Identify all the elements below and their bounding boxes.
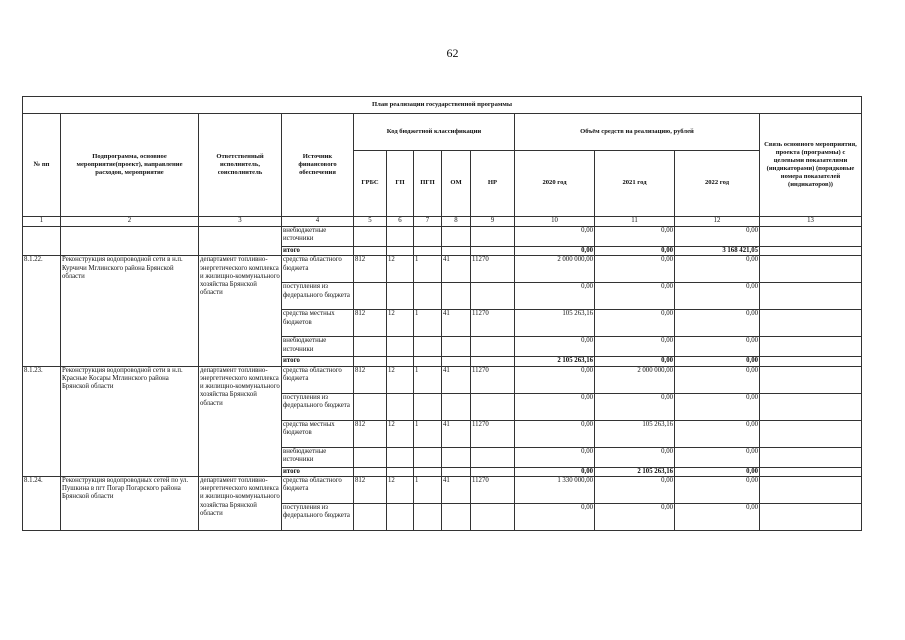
source-cell: поступления из федерального бюджета — [282, 393, 354, 420]
link-cell — [760, 476, 862, 503]
value-2022: 0,00 — [675, 357, 760, 366]
value-2020: 0,00 — [515, 247, 595, 256]
value-2022: 0,00 — [675, 447, 760, 467]
item-name: Реконструкция водопроводной сети в н.п. Курчичи Мглинского района Брянской области — [61, 256, 199, 366]
gp-cell — [387, 337, 414, 357]
source-cell: внебюджетные источники — [282, 447, 354, 467]
header-subprogram: Подпрограмма, основное мероприятие(проект), направление расходов, мероприятие — [61, 114, 199, 217]
gp-cell: 12 — [387, 366, 414, 393]
column-number: 11 — [595, 217, 675, 227]
pgp-cell: 1 — [414, 420, 442, 447]
gp-cell: 12 — [387, 476, 414, 503]
grbs-cell — [354, 337, 387, 357]
value-2020: 105 263,16 — [515, 310, 595, 337]
value-2022: 0,00 — [675, 310, 760, 337]
pgp-cell — [414, 283, 442, 310]
column-number: 3 — [199, 217, 282, 227]
header-num: № пп — [23, 114, 61, 217]
column-numbers-row — [23, 217, 862, 227]
column-number: 12 — [675, 217, 760, 227]
link-cell — [760, 503, 862, 530]
grbs-cell — [354, 283, 387, 310]
pgp-cell: 1 — [414, 310, 442, 337]
value-2020: 0,00 — [515, 467, 595, 476]
header-responsible: Ответственный исполнитель, соисполнитель — [199, 114, 282, 217]
item-name: Реконструкция водопроводных сетей по ул. Пушкина в пгт Погар Погарского района Брянской области — [61, 476, 199, 530]
nr-cell — [471, 357, 515, 366]
code-cell — [354, 247, 387, 256]
om-cell — [442, 283, 471, 310]
pgp-cell — [414, 337, 442, 357]
link-cell — [760, 420, 862, 447]
header-2022: 2022 год — [675, 151, 760, 217]
grbs-cell — [354, 503, 387, 530]
value-2020: 0,00 — [515, 447, 595, 467]
om-cell: 41 — [442, 310, 471, 337]
grbs-cell — [354, 447, 387, 467]
gp-cell — [387, 503, 414, 530]
source-cell: внебюджетные источники — [282, 227, 354, 247]
column-number: 5 — [354, 217, 387, 227]
header-nr: НР — [471, 151, 515, 217]
gp-cell — [387, 393, 414, 420]
grbs-cell: 812 — [354, 420, 387, 447]
source-cell: средства областного бюджета — [282, 476, 354, 503]
om-cell — [442, 393, 471, 420]
pgp-cell — [414, 393, 442, 420]
om-cell — [442, 357, 471, 366]
gp-cell — [387, 357, 414, 366]
value-2021: 0,00 — [595, 310, 675, 337]
column-number: 1 — [23, 217, 61, 227]
item-number: 8.1.24. — [23, 476, 61, 530]
pgp-cell: 1 — [414, 476, 442, 503]
grbs-cell — [354, 467, 387, 476]
nr-cell — [471, 283, 515, 310]
source-cell: внебюджетные источники — [282, 337, 354, 357]
value-2022: 0,00 — [675, 337, 760, 357]
value-2022: 0,00 — [675, 283, 760, 310]
source-cell: итого — [282, 467, 354, 476]
value-2022: 0,00 — [675, 227, 760, 247]
nr-cell — [471, 393, 515, 420]
nr-cell: 11270 — [471, 256, 515, 283]
pgp-cell — [414, 503, 442, 530]
column-number: 8 — [442, 217, 471, 227]
source-cell: итого — [282, 247, 354, 256]
item-name: Реконструкция водопроводной сети в н.п. Красные Косары Мглинского района Брянской области — [61, 366, 199, 476]
value-2021: 0,00 — [595, 447, 675, 467]
om-cell — [442, 467, 471, 476]
nr-cell — [471, 447, 515, 467]
gp-cell: 12 — [387, 420, 414, 447]
grbs-cell: 812 — [354, 366, 387, 393]
grbs-cell: 812 — [354, 256, 387, 283]
code-cell — [387, 227, 414, 247]
nr-cell: 11270 — [471, 310, 515, 337]
code-cell — [471, 227, 515, 247]
column-number: 6 — [387, 217, 414, 227]
value-2020: 1 330 000,00 — [515, 476, 595, 503]
source-cell: средства областного бюджета — [282, 366, 354, 393]
gp-cell — [387, 467, 414, 476]
table-row — [23, 256, 862, 283]
value-2021: 0,00 — [595, 227, 675, 247]
value-2020: 0,00 — [515, 283, 595, 310]
item-responsible: департамент топливно-энергетического комплекса и жилищно-коммунального хозяйства Брянской области — [199, 476, 282, 530]
gp-cell: 12 — [387, 256, 414, 283]
header-grbs: ГРБС — [354, 151, 387, 217]
header-2021: 2021 год — [595, 151, 675, 217]
link-cell — [760, 256, 862, 283]
pgp-cell — [414, 447, 442, 467]
row-name-cell — [61, 227, 199, 256]
item-responsible: департамент топливно-энергетического комплекса и жилищно-коммунального хозяйства Брянской области — [199, 366, 282, 476]
header-volume: Объём средств на реализацию, рублей — [515, 114, 760, 151]
value-2021: 105 263,16 — [595, 420, 675, 447]
source-cell: поступления из федерального бюджета — [282, 503, 354, 530]
value-2022: 0,00 — [675, 503, 760, 530]
link-cell — [760, 393, 862, 420]
value-2020: 0,00 — [515, 227, 595, 247]
om-cell — [442, 447, 471, 467]
header-pgp: ПГП — [414, 151, 442, 217]
value-2020: 0,00 — [515, 393, 595, 420]
code-cell — [414, 247, 442, 256]
row-resp-cell — [199, 227, 282, 256]
header-om: ОМ — [442, 151, 471, 217]
plan-table — [22, 96, 862, 531]
item-number: 8.1.22. — [23, 256, 61, 366]
pgp-cell — [414, 467, 442, 476]
link-cell — [760, 337, 862, 357]
value-2022: 0,00 — [675, 467, 760, 476]
value-2021: 0,00 — [595, 337, 675, 357]
value-2020: 0,00 — [515, 420, 595, 447]
code-cell — [471, 247, 515, 256]
om-cell: 41 — [442, 476, 471, 503]
value-2022: 0,00 — [675, 393, 760, 420]
value-2022: 3 168 421,05 — [675, 247, 760, 256]
link-cell — [760, 357, 862, 366]
nr-cell: 11270 — [471, 420, 515, 447]
source-cell: поступления из федерального бюджета — [282, 283, 354, 310]
header-link: Связь основного мероприятия, проекта (программы) с целевыми показателями (индикаторами) (порядковые номера показателей (индикаторов)) — [760, 114, 862, 217]
table-body — [23, 217, 862, 531]
column-number: 9 — [471, 217, 515, 227]
code-cell — [442, 227, 471, 247]
nr-cell — [471, 503, 515, 530]
value-2022: 0,00 — [675, 476, 760, 503]
link-cell — [760, 310, 862, 337]
value-2020: 0,00 — [515, 337, 595, 357]
column-number: 10 — [515, 217, 595, 227]
value-2020: 2 105 263,16 — [515, 357, 595, 366]
grbs-cell: 812 — [354, 476, 387, 503]
pgp-cell: 1 — [414, 366, 442, 393]
link-cell — [760, 247, 862, 256]
column-number: 13 — [760, 217, 862, 227]
link-cell — [760, 447, 862, 467]
gp-cell — [387, 447, 414, 467]
table-row — [23, 366, 862, 393]
om-cell — [442, 503, 471, 530]
source-cell: средства местных бюджетов — [282, 310, 354, 337]
om-cell: 41 — [442, 366, 471, 393]
table-row — [23, 227, 862, 247]
nr-cell — [471, 467, 515, 476]
grbs-cell — [354, 393, 387, 420]
item-responsible: департамент топливно-энергетического комплекса и жилищно-коммунального хозяйства Брянской области — [199, 256, 282, 366]
value-2022: 0,00 — [675, 366, 760, 393]
value-2021: 2 105 263,16 — [595, 467, 675, 476]
value-2020: 0,00 — [515, 366, 595, 393]
table-title: План реализации государственной программы — [23, 97, 862, 114]
page-number: 62 — [446, 46, 459, 60]
value-2020: 2 000 000,00 — [515, 256, 595, 283]
column-number: 4 — [282, 217, 354, 227]
header-gp: ГП — [387, 151, 414, 217]
column-number: 2 — [61, 217, 199, 227]
om-cell — [442, 337, 471, 357]
source-cell: средства местных бюджетов — [282, 420, 354, 447]
nr-cell: 11270 — [471, 476, 515, 503]
value-2021: 0,00 — [595, 393, 675, 420]
value-2022: 0,00 — [675, 420, 760, 447]
om-cell: 41 — [442, 420, 471, 447]
item-number: 8.1.23. — [23, 366, 61, 476]
link-cell — [760, 283, 862, 310]
column-number: 7 — [414, 217, 442, 227]
header-source: Источник финансового обеспечения — [282, 114, 354, 217]
value-2021: 0,00 — [595, 283, 675, 310]
link-cell — [760, 467, 862, 476]
gp-cell: 12 — [387, 310, 414, 337]
table-row — [23, 476, 862, 503]
grbs-cell — [354, 357, 387, 366]
source-cell: средства областного бюджета — [282, 256, 354, 283]
code-cell — [414, 227, 442, 247]
nr-cell — [471, 337, 515, 357]
value-2021: 2 000 000,00 — [595, 366, 675, 393]
grbs-cell: 812 — [354, 310, 387, 337]
link-cell — [760, 227, 862, 247]
om-cell: 41 — [442, 256, 471, 283]
code-cell — [442, 247, 471, 256]
link-cell — [760, 366, 862, 393]
value-2021: 0,00 — [595, 357, 675, 366]
nr-cell: 11270 — [471, 366, 515, 393]
value-2021: 0,00 — [595, 476, 675, 503]
header-2020: 2020 год — [515, 151, 595, 217]
pgp-cell: 1 — [414, 256, 442, 283]
value-2021: 0,00 — [595, 247, 675, 256]
source-cell: итого — [282, 357, 354, 366]
header-budget-code: Код бюджетной классификации — [354, 114, 515, 151]
value-2021: 0,00 — [595, 503, 675, 530]
code-cell — [387, 247, 414, 256]
gp-cell — [387, 283, 414, 310]
pgp-cell — [414, 357, 442, 366]
row-num-cell — [23, 227, 61, 256]
code-cell — [354, 227, 387, 247]
value-2021: 0,00 — [595, 256, 675, 283]
value-2020: 0,00 — [515, 503, 595, 530]
value-2022: 0,00 — [675, 256, 760, 283]
